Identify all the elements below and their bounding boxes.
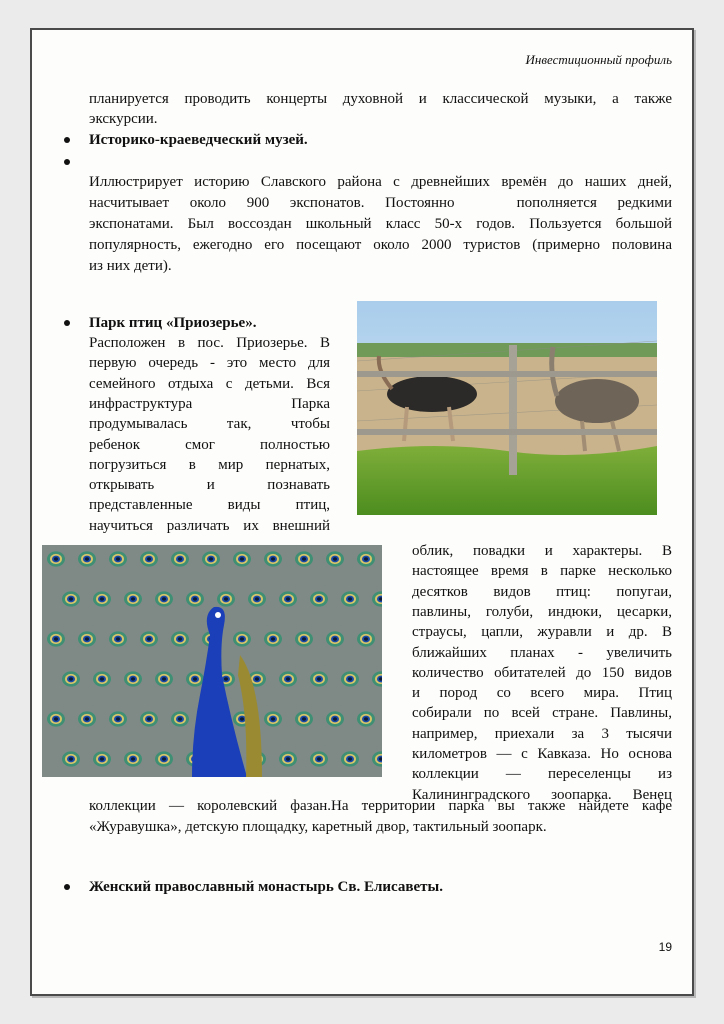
peacock-photo [42, 545, 382, 777]
museum-line-3: экспонатами. Был воссоздан школьный класс 50-х годов. Пользуется большой [89, 216, 672, 232]
museum-line-2: насчитывает около 900 экспонатов. Постоянно пополняется редкими [89, 195, 672, 211]
left-lines-3: семейного отдыха с детьми. Вся [89, 375, 330, 392]
right-lines-3: десятков видов птиц: попугаи, [412, 583, 672, 600]
left-lines-5: продумывалась так, чтобы [89, 416, 330, 433]
right-lines-12: коллекции — переселенцы из [412, 766, 672, 783]
left-lines-8: открывать и познавать [89, 477, 330, 494]
bullet-park [64, 320, 70, 326]
left-lines-4: инфраструктура Парка [89, 395, 330, 412]
bullet-museum [64, 137, 70, 143]
park-full-line-2: «Журавушка», детскую площадку, каретный двор, тактильный зоопарк. [89, 819, 547, 835]
left-lines-7: погрузиться в мир пернатых, [89, 456, 330, 473]
right-lines-6: ближайших планах - увеличить [412, 644, 672, 661]
header-title: Инвестиционный профиль [525, 52, 672, 67]
right-lines-10: например, приехали за 3 тысячи [412, 725, 672, 742]
bullet-empty [64, 159, 70, 165]
document-page [30, 28, 694, 996]
museum-line-1: Иллюстрирует историю Славского района с древнейших времён до наших дней, [89, 174, 672, 190]
museum-line-4: популярность, ежегодно его посещают около 2000 туристов (примерно половина [89, 237, 672, 253]
right-lines-7: количество обитателей до 150 видов [412, 664, 672, 681]
museum-line-5: из них дети). [89, 258, 172, 274]
left-lines-1: Расположен в пос. Приозерье. В [89, 335, 330, 351]
monastery-title: Женский православный монастырь Св. Елисаветы. [89, 879, 443, 895]
right-lines-5: страусы, цапли, журавли и др. В [412, 624, 672, 641]
right-lines-1: облик, повадки и характеры. В [412, 543, 672, 559]
left-lines-9: представленные виды птиц, [89, 497, 330, 514]
park-title: Парк птиц «Приозерье». [89, 315, 257, 331]
intro-line-2: экскурсии. [89, 111, 158, 127]
right-lines-2: настоящее время в парке несколько [412, 563, 672, 580]
right-lines-13: Калининградского зоопарка. Венец [412, 786, 672, 803]
right-lines-8: и пород со всего мира. Птиц [412, 685, 672, 702]
right-lines-11: километров — с Кавказа. Но основа [412, 746, 672, 762]
intro-line-1: планируется проводить концерты духовной и классической музыки, а также [89, 91, 672, 107]
ostrich-photo [357, 301, 657, 515]
right-lines-4: павлины, голуби, индюки, цесарки, [412, 603, 672, 620]
bullet-monastery [64, 884, 70, 890]
left-lines-10: научиться различать их внешний [89, 517, 330, 534]
left-lines-2: первую очередь - это место для [89, 355, 330, 372]
page-number: 19 [658, 940, 672, 954]
park-full-line-1: коллекции — королевский фазан.На территории парка вы также найдете кафе [89, 798, 672, 814]
museum-title: Историко-краеведческий музей. [89, 132, 308, 148]
right-lines-9: собирали по всей стране. Павлины, [412, 705, 672, 722]
left-lines-6: ребенок смог полностью [89, 436, 330, 453]
